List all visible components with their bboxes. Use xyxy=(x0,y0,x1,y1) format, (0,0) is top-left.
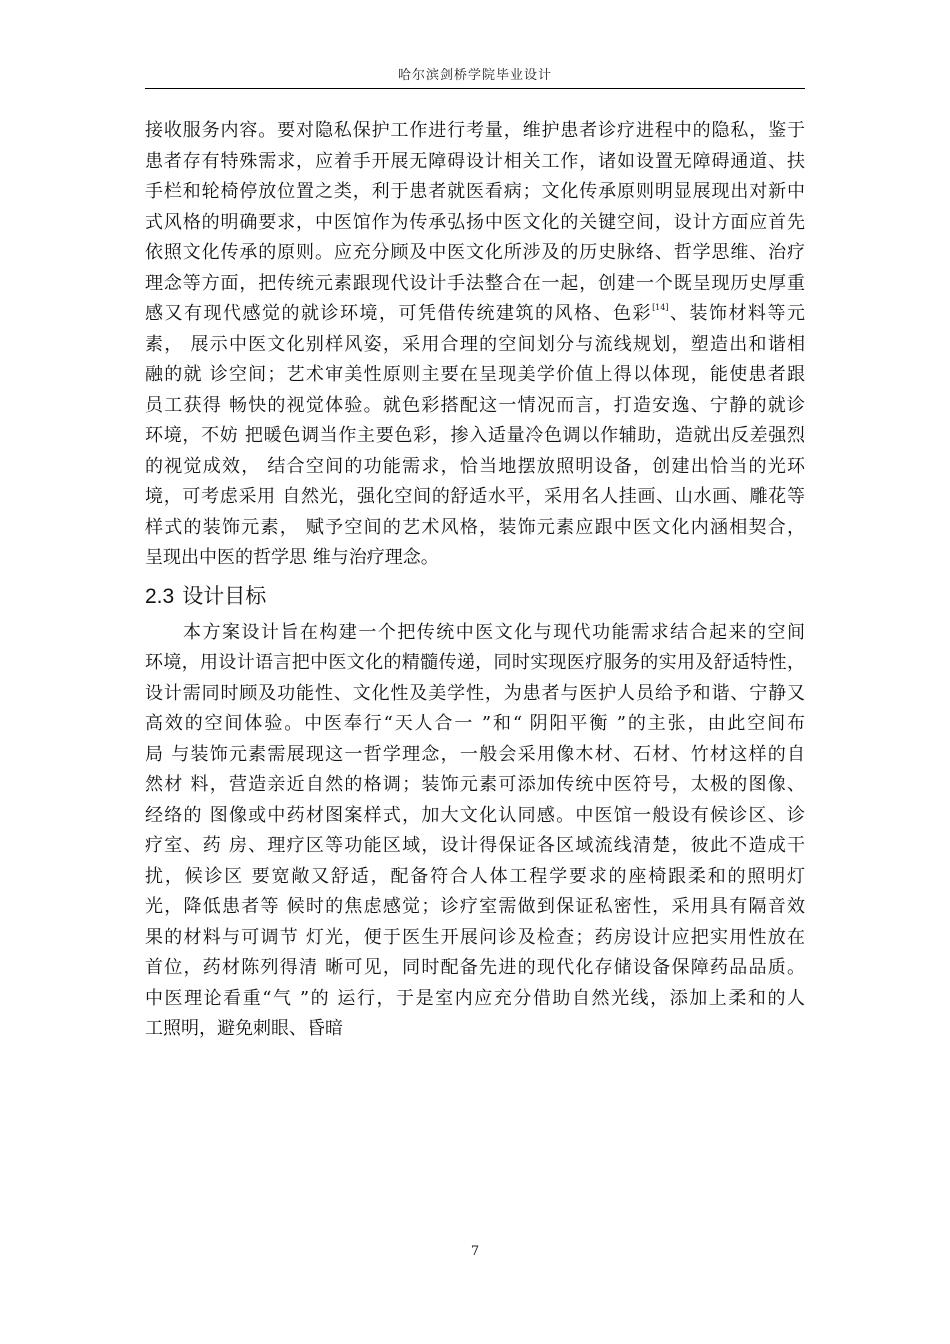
body-paragraph xyxy=(145,618,805,1045)
text-line: 呈现出中医的哲学思 维与治疗理念。 xyxy=(145,547,439,568)
text-line: 患者存有特殊需求，应着手开展无障碍设计相关工作，诸如设置无障碍通道、扶 xyxy=(145,150,805,172)
text-line-with-citation xyxy=(145,299,805,330)
page-header-title: 哈尔滨剑桥学院毕业设计 xyxy=(397,68,552,83)
text-line: 中医理论看重“气 ”的 运行，于是室内应充分借助自然光线，添加上柔和的人 xyxy=(145,987,805,1009)
text-segment: 、装饰材料等元 xyxy=(668,303,806,324)
citation-marker: [14] xyxy=(652,303,669,312)
text-line: 设计需同时顾及功能性、文化性及美学性，为患者与医护人员给予和谐、宁静又 xyxy=(145,682,805,704)
text-line: 局 与装饰元素需展现这一哲学理念，一般会采用像木材、石材、竹材这样的自 xyxy=(145,743,805,765)
text-line: 员工获得 畅快的视觉体验。就色彩搭配这一情况而言，打造安逸、宁静的就诊 xyxy=(145,394,805,416)
text-line: 疗室、药 房、理疗区等功能区域，设计得保证各区域流线清楚，彼此不造成干 xyxy=(145,835,805,856)
text-line: 式风格的明确要求，中医馆作为传承弘扬中医文化的关键空间，设计方面应首先 xyxy=(145,211,805,233)
text-line: 高效的空间体验。中医奉行“天人合一 ”和“ 阴阳平衡 ”的主张，由此空间布 xyxy=(145,713,805,734)
text-line: 融的就 诊空间；艺术审美性原则主要在呈现美学价值上得以体现，能使患者跟 xyxy=(145,364,805,385)
body-paragraph xyxy=(145,116,805,574)
page-number: 7 xyxy=(470,1244,480,1259)
section-title: 设计目标 xyxy=(182,583,267,608)
text-line: 境，可考虑采用 自然光，强化空间的舒适水平，采用名人挂画、山水画、雕花等 xyxy=(145,486,805,507)
text-line: 环境，不妨 把暖色调当作主要色彩，掺入适量冷色调以作辅助，造就出反差强烈 xyxy=(145,425,805,446)
text-line: 手栏和轮椅停放位置之类，利于患者就医看病；文化传承原则明显展现出对新中 xyxy=(145,181,805,202)
text-line: 接收服务内容。要对隐私保护工作进行考量，维护患者诊疗进程中的隐私，鉴于 xyxy=(145,120,805,141)
text-line: 依照文化传承的原则。应充分顾及中医文化所涉及的历史脉络、哲学思维、治疗 xyxy=(145,242,805,263)
page-body xyxy=(145,116,805,1045)
text-line: 本方案设计旨在构建一个把传统中医文化与现代功能需求结合起来的空间 xyxy=(183,621,805,643)
text-line: 的视觉成效， 结合空间的功能需求，恰当地摆放照明设备，创建出恰当的光环 xyxy=(145,455,805,477)
text-line: 光，降低患者等 候时的焦虑感觉；诊疗室需做到保证私密性，采用具有隔音效 xyxy=(145,896,805,917)
text-line: 果的材料与可调节 灯光，便于医生开展问诊及检查；药房设计应把实用性放在 xyxy=(145,926,805,948)
section-heading xyxy=(145,576,805,616)
text-line: 样式的装饰元素， 赋予空间的艺术风格，装饰元素应跟中医文化内涵相契合， xyxy=(145,516,805,538)
header-divider xyxy=(145,88,805,89)
text-line: 经络的 图像或中药材图案样式，加大文化认同感。中医馆一般设有候诊区、诊 xyxy=(145,804,805,826)
text-segment: 感又有现代感觉的就诊环境，可凭借传统建筑的风格、色彩 xyxy=(145,303,653,324)
text-line: 素， 展示中医文化别样风姿，采用合理的空间划分与流线规划，塑造出和谐相 xyxy=(145,333,805,355)
text-line: 理念等方面，把传统元素跟现代设计手法整合在一起，创建一个既呈现历史厚重 xyxy=(145,272,805,294)
text-line: 首位，药材陈列得清 晰可见，同时配备先进的现代化存储设备保障药品品质。 xyxy=(145,957,805,978)
section-number: 2.3 xyxy=(145,584,175,608)
text-line: 环境，用设计语言把中医文化的精髓传递，同时实现医疗服务的实用及舒适特性， xyxy=(145,652,805,673)
text-line: 然材 料，营造亲近自然的格调；装饰元素可添加传统中医符号，太极的图像、 xyxy=(145,774,805,795)
text-line: 工照明，避免刺眼、昏暗 xyxy=(145,1018,343,1039)
text-line: 扰，候诊区 要宽敞又舒适，配备符合人体工程学要求的座椅跟柔和的照明灯 xyxy=(145,865,805,887)
